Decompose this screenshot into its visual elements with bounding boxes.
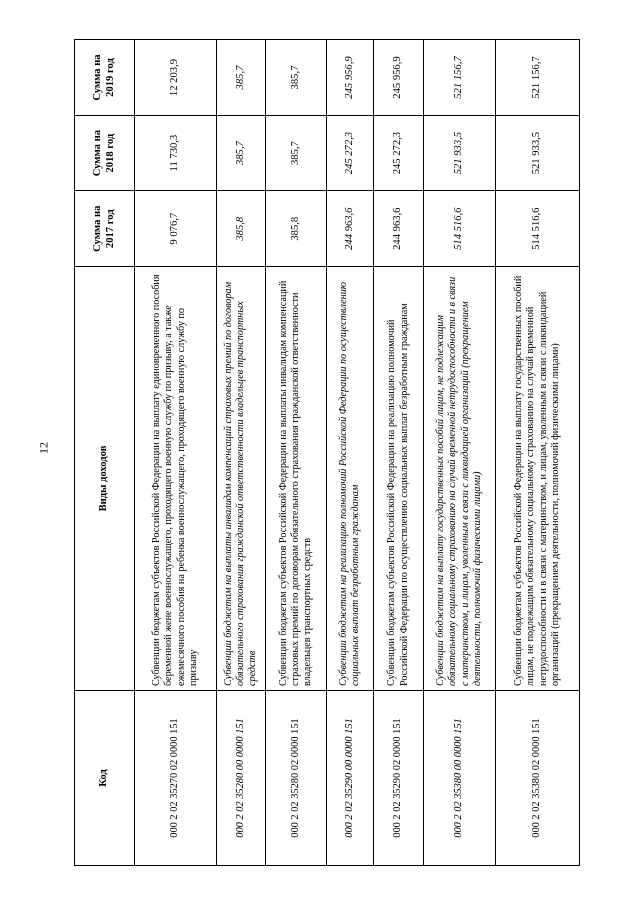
row-2017: 9 076,7 bbox=[135, 191, 217, 267]
table-row bbox=[217, 40, 266, 866]
rotated-table-container bbox=[74, 40, 579, 866]
row-2018: 245 272,3 bbox=[327, 115, 374, 191]
row-code: 000 2 02 35380 00 0000 151 bbox=[424, 691, 496, 866]
row-name: Субвенции бюджетам на выплаты инвалидам компенсаций страховых премий по договорам обязательного страхования гражданской ответственности владельцев транспортных средств bbox=[217, 267, 266, 691]
row-2019: 12 203,9 bbox=[135, 40, 217, 116]
row-2019: 385,7 bbox=[266, 40, 327, 116]
row-2019: 245 956,9 bbox=[374, 40, 424, 116]
page-number: 12 bbox=[36, 442, 51, 454]
row-2019: 245 956,9 bbox=[327, 40, 374, 116]
row-code: 000 2 02 35290 00 0000 151 bbox=[327, 691, 374, 866]
row-name: Субвенции бюджетам субъектов Российской Федерации на выплату государственных пособий лицам, не подлежащим обязательному социальному страхованию на случай временной нетрудоспособности и в связи с материнством, и лицам, уволенным в связи с ликвидацией организаций (прекращением деятельности, полномочий физическими лицами) bbox=[496, 267, 580, 691]
row-2018: 385,7 bbox=[266, 115, 327, 191]
row-2018: 521 933,5 bbox=[424, 115, 496, 191]
row-2017: 244 963,6 bbox=[327, 191, 374, 267]
row-code: 000 2 02 35290 02 0000 151 bbox=[374, 691, 424, 866]
row-code: 000 2 02 35280 02 0000 151 bbox=[266, 691, 327, 866]
header-code: Код bbox=[75, 691, 135, 866]
row-code: 000 2 02 35280 00 0000 151 bbox=[217, 691, 266, 866]
row-2017: 514 516,6 bbox=[496, 191, 580, 267]
income-table bbox=[74, 39, 580, 866]
row-2019: 521 156,7 bbox=[496, 40, 580, 116]
row-name: Субвенции бюджетам на выплату государственных пособий лицам, не подлежащим обязательному социальному страхованию на случай временной нетрудоспособности и в связи с материнством, и лицам, уволенным в связи с ликвидацией организаций (прекращением деятельности, полномочий физическими лицами) bbox=[424, 267, 496, 691]
row-name: Субвенции бюджетам субъектов Российской Федерации на выплату единовременного пособия беременной жене военнослужащего, проходящего военную службу по призыву, а также ежемесячного пособия на ребенка военнослужащего, проходящего военную службу по призыву bbox=[135, 267, 217, 691]
row-2017: 244 963,6 bbox=[374, 191, 424, 267]
row-2017: 385,8 bbox=[217, 191, 266, 267]
row-2017: 385,8 bbox=[266, 191, 327, 267]
row-name: Субвенции бюджетам субъектов Российской Федерации на реализацию полномочий Российской Федерации по осуществлению социальных выплат безработным гражданам bbox=[374, 267, 424, 691]
row-code: 000 2 02 35270 02 0000 151 bbox=[135, 691, 217, 866]
table-row bbox=[496, 40, 580, 866]
table-row bbox=[327, 40, 374, 866]
row-code: 000 2 02 35380 02 0000 151 bbox=[496, 691, 580, 866]
row-2017: 514 516,6 bbox=[424, 191, 496, 267]
row-2018: 11 730,3 bbox=[135, 115, 217, 191]
row-name: Субвенции бюджетам субъектов Российской Федерации на выплаты инвалидам компенсаций страховых премий по договорам обязательного страхования гражданской ответственности владельцев транспортных средств bbox=[266, 267, 327, 691]
row-2018: 385,7 bbox=[217, 115, 266, 191]
row-2019: 385,7 bbox=[217, 40, 266, 116]
table-row bbox=[374, 40, 424, 866]
table-row bbox=[135, 40, 217, 866]
header-2017: Сумма на 2017 год bbox=[75, 191, 135, 267]
row-2019: 521 156,7 bbox=[424, 40, 496, 116]
table-row bbox=[424, 40, 496, 866]
table-row bbox=[266, 40, 327, 866]
row-2018: 245 272,3 bbox=[374, 115, 424, 191]
row-2018: 521 933,5 bbox=[496, 115, 580, 191]
header-2018: Сумма на 2018 год bbox=[75, 115, 135, 191]
header-2019: Сумма на 2019 год bbox=[75, 40, 135, 116]
row-name: Субвенции бюджетам на реализацию полномочий Российской Федерации по осуществлению социальных выплат безработным гражданам bbox=[327, 267, 374, 691]
header-income-type: Виды доходов bbox=[75, 267, 135, 691]
